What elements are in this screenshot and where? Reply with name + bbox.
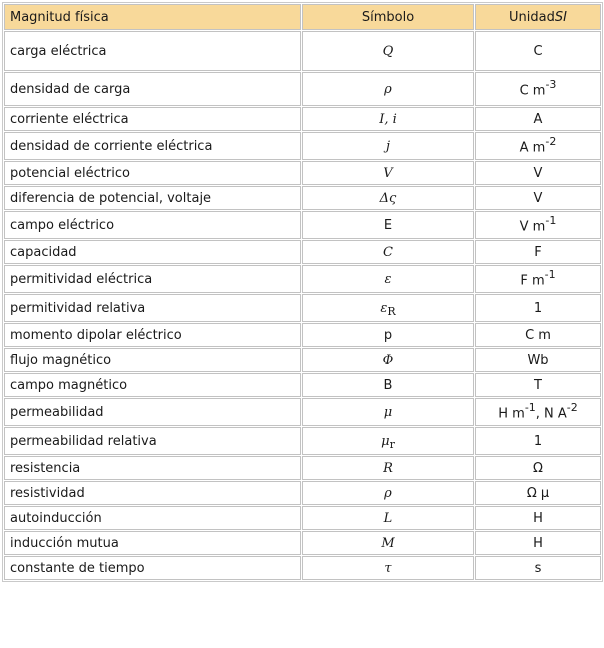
unit-main: V [533,165,543,181]
cell-symbol [302,427,474,455]
symbol-main: E [383,217,393,233]
cell-symbol [302,240,474,264]
cell-unit [475,265,601,293]
table-row [4,161,601,185]
cell-magnitude: capacidad [4,240,301,264]
symbol-main: ε [380,300,388,316]
cell-magnitude: permeabilidad relativa [4,427,301,455]
symbol-main: ε [384,271,392,287]
symbol-main: B [383,377,393,393]
unit-main: Ω [533,460,543,476]
cell-magnitude: permitividad eléctrica [4,265,301,293]
unit-main: T [534,377,542,393]
symbol-main: I, i [379,111,397,127]
table-row [4,456,601,480]
header-magnitude: Magnitud física [4,4,301,30]
symbol-main: C [383,244,393,260]
unit-main: C m [519,83,546,99]
cell-magnitude: diferencia de potencial, voltaje [4,186,301,210]
cell-magnitude: autoinducción [4,506,301,530]
symbol-main: L [383,510,393,526]
cell-magnitude: carga eléctrica [4,31,301,71]
table-row [4,398,601,426]
symbol-main: Φ [382,352,394,368]
unit-main: A [533,111,543,127]
cell-magnitude: corriente eléctrica [4,107,301,131]
table-row [4,348,601,372]
cell-unit [475,186,601,210]
cell-magnitude: potencial eléctrico [4,161,301,185]
cell-magnitude: inducción mutua [4,531,301,555]
unit-exponent: -1 [524,401,536,415]
cell-magnitude: flujo magnético [4,348,301,372]
cell-unit [475,72,601,106]
cell-magnitude: densidad de corriente eléctrica [4,132,301,160]
unit-exponent-secondary: -2 [566,401,578,415]
cell-unit [475,323,601,347]
table-row [4,72,601,106]
table-row [4,211,601,239]
unit-main: A m [519,140,546,156]
unit-main: Wb [527,352,549,368]
unit-main: H [533,510,543,526]
cell-unit [475,531,601,555]
cell-unit [475,427,601,455]
header-unit [475,4,601,30]
symbol-main: ρ [384,81,392,97]
unit-main: C m [525,327,551,343]
unit-secondary: , N A [535,406,567,422]
cell-unit [475,506,601,530]
symbol-main: Δς [379,190,397,206]
cell-symbol [302,294,474,322]
cell-magnitude: campo eléctrico [4,211,301,239]
cell-magnitude: permitividad relativa [4,294,301,322]
cell-symbol [302,211,474,239]
table-row [4,427,601,455]
cell-symbol [302,72,474,106]
table-row [4,294,601,322]
cell-unit [475,481,601,505]
unit-main: C [533,43,543,59]
cell-unit [475,107,601,131]
cell-symbol [302,107,474,131]
table-row [4,373,601,397]
symbol-main: ρ [384,485,392,501]
cell-unit [475,556,601,580]
unit-main: 1 [533,433,543,449]
cell-unit [475,211,601,239]
unit-main: H m [498,406,525,422]
unit-exponent: -2 [545,135,557,149]
cell-unit [475,294,601,322]
cell-symbol [302,531,474,555]
cell-unit [475,31,601,71]
header-unit-si: SI [554,9,567,25]
symbol-main: R [383,460,393,476]
table-row [4,506,601,530]
cell-symbol [302,456,474,480]
table-row [4,186,601,210]
cell-magnitude: campo magnético [4,373,301,397]
unit-main: F [534,244,542,260]
unit-exponent: -1 [545,214,557,228]
cell-unit [475,240,601,264]
cell-unit [475,161,601,185]
unit-exponent: -3 [545,78,557,92]
unit-main: V [533,190,543,206]
unit-main: V m [519,219,546,235]
cell-magnitude: momento dipolar eléctrico [4,323,301,347]
symbol-subscript: r [389,437,395,451]
cell-magnitude: permeabilidad [4,398,301,426]
table-row [4,132,601,160]
symbol-main: p [383,327,393,343]
cell-magnitude: resistividad [4,481,301,505]
symbol-main: j [385,138,391,154]
cell-symbol [302,323,474,347]
cell-symbol [302,186,474,210]
table-row [4,556,601,580]
symbol-main: μ [381,433,390,449]
symbol-main: τ [384,560,392,576]
header-unit-prefix: Unidad [509,9,555,25]
cell-symbol [302,31,474,71]
unit-main: s [534,560,542,576]
cell-symbol [302,161,474,185]
unit-exponent: -1 [544,268,556,282]
symbol-main: M [381,535,395,551]
table-row [4,531,601,555]
table-row [4,240,601,264]
cell-symbol [302,556,474,580]
symbol-main: Q [382,43,394,59]
unit-main: 1 [533,300,543,316]
cell-symbol [302,506,474,530]
table-row [4,107,601,131]
symbol-main: V [383,165,393,181]
cell-magnitude: resistencia [4,456,301,480]
cell-symbol [302,373,474,397]
table-row [4,323,601,347]
symbol-main: μ [383,404,393,420]
table-row [4,265,601,293]
cell-unit [475,132,601,160]
cell-unit [475,456,601,480]
cell-symbol [302,132,474,160]
cell-unit [475,373,601,397]
cell-symbol [302,398,474,426]
units-table [2,2,603,582]
table-row [4,31,601,71]
unit-main: F m [520,273,545,289]
header-symbol: Símbolo [302,4,474,30]
unit-main: Ω μ [526,485,550,501]
symbol-subscript: R [387,304,396,318]
cell-symbol [302,348,474,372]
cell-unit [475,398,601,426]
cell-magnitude: densidad de carga [4,72,301,106]
cell-magnitude: constante de tiempo [4,556,301,580]
unit-main: H [533,535,543,551]
cell-symbol [302,265,474,293]
header-row [4,4,601,30]
cell-symbol [302,481,474,505]
cell-unit [475,348,601,372]
table-row [4,481,601,505]
